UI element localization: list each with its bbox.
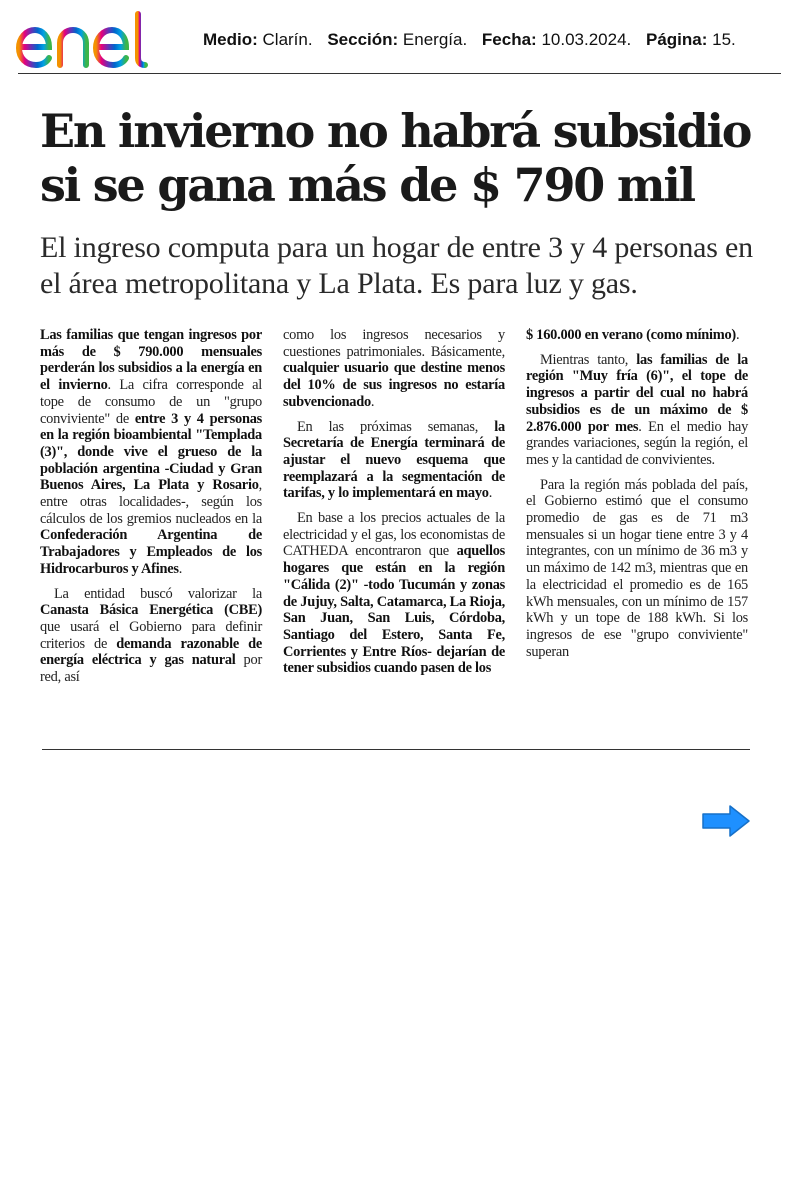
fecha-label: Fecha: <box>481 30 537 49</box>
bold-text: la Secretaría de Energía terminará de ajustar el nuevo esquema que reemplazará a la segmentación de tarifas, y lo implementará en mayo <box>283 418 505 502</box>
bold-text: Las familias que tengan ingresos por más de $ 790.000 mensuales perderán los subsidios a la energía en el invierno <box>40 327 262 394</box>
fecha-value: 10.03.2024. <box>541 30 632 49</box>
arrow-shape <box>703 806 749 836</box>
paragraph <box>283 327 505 411</box>
bold-text: cualquier usuario que destine menos del 10% de sus ingresos no estaría subvencionado <box>283 360 505 410</box>
text-run: como los ingresos necesarios y cuestiones patrimoniales. Básicamente, <box>283 327 505 360</box>
paragraph <box>526 327 748 344</box>
bold-text: Confederación Argentina de Trabajadores y Empleados de los Hidrocarburos y Afines <box>40 527 262 577</box>
article-bottom-divider <box>42 749 750 750</box>
paragraph <box>283 419 505 503</box>
paragraph <box>526 352 748 469</box>
paragraph <box>526 477 748 661</box>
text-run: . La cifra corresponde al tope de consumo de un "grupo conviviente" de <box>40 377 263 427</box>
text-run: , entre otras localidades-, según los cálculos de los gremios nucleados en la <box>40 477 262 527</box>
bold-text: entre 3 y 4 personas en la región bioambiental "Templada (3)", donde vive el grueso de la población argentina -Ciudad y Gran Buenos Aires, La Plata y Rosario <box>40 410 262 494</box>
paragraph <box>40 586 262 686</box>
pagina-label: Página: <box>646 30 708 49</box>
bold-text: Canasta Básica Energética (CBE) <box>40 602 262 619</box>
text-run: por red, así <box>40 652 262 686</box>
right-arrow-icon[interactable] <box>700 804 752 838</box>
seccion-label: Sección: <box>327 30 399 49</box>
article-column-3 <box>526 327 748 668</box>
text-run: La entidad buscó valorizar la <box>54 585 262 602</box>
bold-text: $ 160.000 en verano (como mínimo) <box>526 327 736 343</box>
text-run: . <box>735 327 740 343</box>
article-headline: En invierno no habrá subsidio si se gana más de $ 790 mil <box>40 104 751 212</box>
text-run: En base a los precios actuales de la electricidad y el gas, los economistas de CATHEDA encontraron que <box>283 510 505 560</box>
text-run: que usará el Gobierno para definir criterios de <box>40 618 262 652</box>
bold-text: aquellos hogares que están en la región "Cálida (2)" -todo Tucumán y zonas de Jujuy, Salta, Catamarca, La Rioja, San Juan, San Luis, Córdoba, Santiago del Estero, Santa Fe, Corrientes y Entre Ríos- dejarían de tener subsidios cuando pasen de los <box>283 543 505 677</box>
article-column-1 <box>40 327 262 694</box>
paragraph <box>283 510 505 677</box>
text-run: . <box>178 560 183 577</box>
medio-value: Clarín. <box>262 30 313 49</box>
header-divider <box>18 73 781 74</box>
enel-logo <box>14 10 179 72</box>
seccion-value: Energía. <box>402 30 468 49</box>
text-run: . <box>370 393 375 410</box>
paragraph <box>40 327 262 578</box>
article-column-2 <box>283 327 505 685</box>
pagina-value: 15. <box>712 30 736 49</box>
text-run: . <box>488 485 493 502</box>
text-run: En las próximas semanas, <box>297 418 495 435</box>
publication-metadata <box>203 30 736 50</box>
bold-text: demanda razonable de energía eléctrica y gas natural <box>40 635 262 669</box>
text-run: Mientras tanto, <box>540 351 637 368</box>
article-subhead: El ingreso computa para un hogar de entre 3 y 4 personas en el área metropolitana y La Plata. Es para luz y gas. <box>40 231 753 300</box>
bold-text: las familias de la región "Muy fría (6)", el tope de ingresos a partir del cual no habrá subsidios es de un máximo de $ 2.876.000 por mes <box>526 351 748 435</box>
medio-label: Medio: <box>203 30 258 49</box>
text-run: Para la región más poblada del país, el Gobierno estimó que el consumo promedio de gas es de 71 m3 mensuales si un hogar tiene entre 3 y 4 integrantes, con un mínimo de 36 m3 y un máximo de 142 m3, mientras que en la electricidad el promedio es de 165 kWh mensuales, con un mínimo de 157 kWh y un tope de 188 kWh. Si los ingresos de ese "grupo conviviente" superan <box>526 476 748 660</box>
text-run: . En el medio hay grandes variaciones, según la región, el mes y la cantidad de convivientes. <box>526 418 749 468</box>
